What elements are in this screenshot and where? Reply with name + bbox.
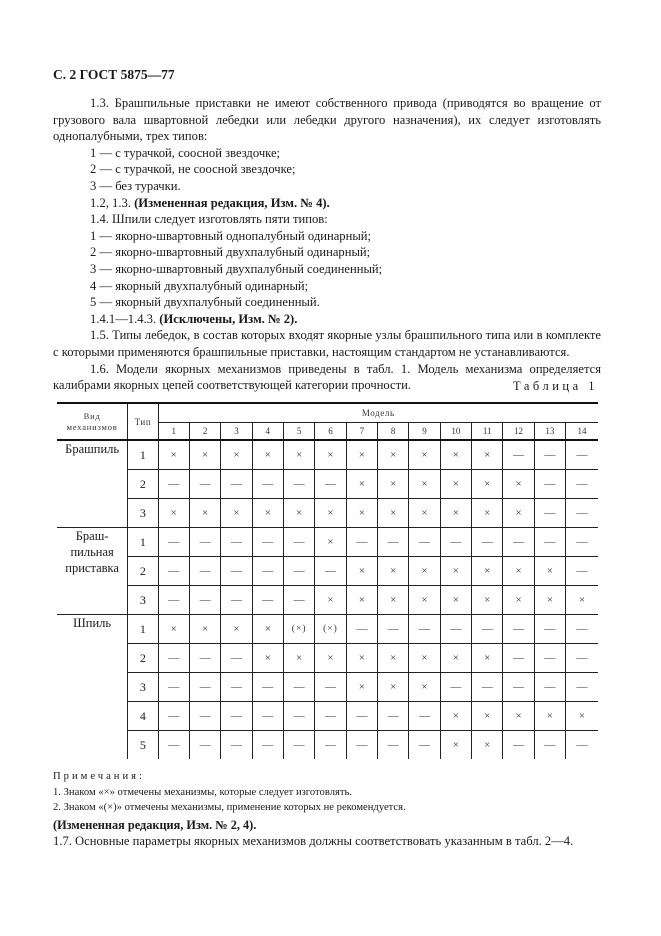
type-cell: 2 — [128, 557, 158, 586]
notes-title: Примечания: — [53, 771, 145, 782]
model-mark-cell: × — [346, 557, 377, 586]
model-mark-cell: — — [189, 644, 220, 673]
model-mark-cell: × — [346, 644, 377, 673]
header-model-number: 13 — [534, 423, 565, 441]
model-mark-cell: — — [346, 528, 377, 557]
notes — [53, 769, 613, 849]
model-mark-cell: × — [534, 702, 565, 731]
model-mark-cell: — — [189, 557, 220, 586]
model-mark-cell: × — [378, 499, 409, 528]
model-mark-cell: — — [534, 528, 565, 557]
header-model: Модель — [158, 403, 598, 423]
model-mark-cell: × — [252, 440, 283, 470]
header-model-number: 7 — [346, 423, 377, 441]
type-cell: 1 — [128, 528, 158, 557]
table-row — [57, 528, 598, 557]
header-model-number: 3 — [221, 423, 252, 441]
header-model-number: 10 — [440, 423, 471, 441]
model-mark-cell: × — [252, 615, 283, 644]
header-model-number: 14 — [566, 423, 598, 441]
type-cell: 1 — [128, 440, 158, 470]
model-mark-cell: — — [315, 557, 346, 586]
table-row — [57, 673, 598, 702]
model-mark-cell: × — [283, 644, 314, 673]
amendment-bold: (Измененная редакция, Изм. № 4). — [134, 195, 330, 210]
note-item: 2. Знаком «(×)» отмечены механизмы, применение которых не рекомендуется. — [53, 802, 406, 813]
model-mark-cell: × — [346, 499, 377, 528]
model-mark-cell: — — [283, 528, 314, 557]
header-model-number: 6 — [315, 423, 346, 441]
model-mark-cell: × — [440, 586, 471, 615]
header-model-number: 5 — [283, 423, 314, 441]
model-mark-cell: × — [378, 644, 409, 673]
model-mark-cell: — — [409, 528, 440, 557]
model-mark-cell: — — [252, 702, 283, 731]
model-mark-cell: — — [158, 586, 189, 615]
model-mark-cell: × — [252, 499, 283, 528]
header-model-number: 1 — [158, 423, 189, 441]
amendment-bold: (Исключены, Изм. № 2). — [159, 311, 298, 326]
model-mark-cell: — — [252, 673, 283, 702]
table-row — [57, 644, 598, 673]
model-mark-cell: — — [503, 615, 534, 644]
model-mark-cell: × — [189, 615, 220, 644]
model-mark-cell: — — [283, 470, 314, 499]
page-header: С. 2 ГОСТ 5875—77 — [53, 67, 175, 82]
model-mark-cell: — — [534, 470, 565, 499]
model-mark-cell: × — [472, 644, 503, 673]
model-mark-cell: — — [221, 470, 252, 499]
model-mark-cell: — — [566, 644, 598, 673]
paragraph-1-3: 1.3. Брашпильные приставки не имеют собственного привода (приводятся во вращение от грузового вала швартовной лебедки или лебедки другого назначения), их следует изготовлять однопалубными, трех типов: — [53, 96, 601, 144]
model-mark-cell: × — [252, 644, 283, 673]
type-cell: 1 — [128, 615, 158, 644]
model-mark-cell: — — [252, 731, 283, 760]
table-row — [57, 470, 598, 499]
model-mark-cell: — — [221, 673, 252, 702]
model-mark-cell: — — [534, 499, 565, 528]
model-mark-cell: × — [409, 644, 440, 673]
header-tip: Тип — [128, 403, 158, 440]
model-mark-cell: × — [315, 644, 346, 673]
amendment-prefix: 1.2, 1.3. — [90, 195, 135, 210]
model-mark-cell: — — [189, 586, 220, 615]
header-model-number: 9 — [409, 423, 440, 441]
model-mark-cell: — — [158, 470, 189, 499]
model-mark-cell: — — [440, 673, 471, 702]
model-mark-cell: × — [472, 499, 503, 528]
model-mark-cell: — — [189, 702, 220, 731]
model-mark-cell: — — [566, 470, 598, 499]
header-model-number: 2 — [189, 423, 220, 441]
model-mark-cell: — — [158, 557, 189, 586]
model-mark-cell: — — [440, 528, 471, 557]
model-mark-cell: — — [315, 470, 346, 499]
model-mark-cell: — — [252, 470, 283, 499]
table-row — [57, 731, 598, 760]
model-mark-cell: — — [409, 702, 440, 731]
model-mark-cell: — — [503, 673, 534, 702]
model-mark-cell: — — [158, 644, 189, 673]
model-mark-cell: — — [252, 586, 283, 615]
model-mark-cell: × — [503, 702, 534, 731]
model-mark-cell: — — [158, 731, 189, 760]
header-model-number: 12 — [503, 423, 534, 441]
header-model-number: 8 — [378, 423, 409, 441]
paragraph-1-4: 1.4. Шпили следует изготовлять пяти типов: — [90, 212, 328, 227]
model-mark-cell: × — [503, 499, 534, 528]
model-mark-cell: × — [440, 499, 471, 528]
table-row — [57, 440, 598, 470]
model-mark-cell: × — [283, 499, 314, 528]
amendment-prefix: 1.4.1—1.4.3. — [90, 311, 160, 326]
model-mark-cell: — — [503, 644, 534, 673]
model-mark-cell: — — [221, 702, 252, 731]
model-mark-cell: × — [189, 440, 220, 470]
list-item: 1 — с турачкой, соосной звездочке; — [90, 145, 281, 160]
model-mark-cell: × — [440, 731, 471, 760]
model-mark-cell: × — [472, 586, 503, 615]
model-mark-cell: — — [158, 528, 189, 557]
model-mark-cell: — — [189, 470, 220, 499]
mechanism-type-cell: Шпиль — [57, 615, 128, 760]
model-mark-cell: × — [346, 470, 377, 499]
model-mark-cell: — — [283, 673, 314, 702]
model-mark-cell: × — [503, 470, 534, 499]
model-mark-cell: × — [409, 499, 440, 528]
header-model-number: 4 — [252, 423, 283, 441]
list-item: 1 — якорно-швартовный однопалубный одинарный; — [90, 228, 372, 243]
model-mark-cell: × — [440, 440, 471, 470]
model-mark-cell: × — [472, 731, 503, 760]
model-mark-cell: — — [378, 731, 409, 760]
model-mark-cell: — — [221, 586, 252, 615]
model-mark-cell: — — [346, 731, 377, 760]
list-item: 2 — якорно-швартовный двухпалубный одинарный; — [90, 245, 371, 260]
amendment-note: (Измененная редакция, Изм. № 2, 4). — [53, 817, 257, 832]
type-cell: 3 — [128, 499, 158, 528]
table-row — [57, 702, 598, 731]
model-mark-cell: × — [566, 586, 598, 615]
list-item: 4 — якорный двухпалубный одинарный; — [90, 278, 309, 293]
model-mark-cell: — — [283, 702, 314, 731]
model-mark-cell: — — [189, 731, 220, 760]
models-table — [57, 402, 598, 759]
model-mark-cell: — — [158, 702, 189, 731]
model-mark-cell: × — [346, 673, 377, 702]
mechanism-name-line: пильная — [70, 545, 114, 559]
model-mark-cell: — — [534, 673, 565, 702]
model-mark-cell: × — [440, 702, 471, 731]
model-mark-cell: — — [221, 731, 252, 760]
model-mark-cell: — — [378, 615, 409, 644]
model-mark-cell: — — [503, 440, 534, 470]
model-mark-cell: × — [440, 470, 471, 499]
model-mark-cell: × — [378, 586, 409, 615]
paragraph-1-6: 1.6. Модели якорных механизмов приведены в табл. 1. Модель механизма определяется калибрами якорных цепей соответствующей категории прочности. — [53, 361, 601, 393]
model-mark-cell: × — [158, 615, 189, 644]
model-mark-cell: — — [472, 615, 503, 644]
model-mark-cell: — — [378, 528, 409, 557]
model-mark-cell: × — [189, 499, 220, 528]
list-item: 2 — с турачкой, не соосной звездочке; — [90, 162, 296, 177]
model-mark-cell: — — [566, 499, 598, 528]
model-mark-cell: × — [472, 702, 503, 731]
model-mark-cell: × — [378, 673, 409, 702]
model-mark-cell: × — [566, 702, 598, 731]
list-item: 3 — без турачки. — [90, 178, 181, 193]
model-mark-cell: × — [378, 470, 409, 499]
model-mark-cell: × — [534, 557, 565, 586]
model-mark-cell: — — [440, 615, 471, 644]
model-mark-cell: — — [503, 731, 534, 760]
model-mark-cell: × — [409, 557, 440, 586]
list-item: 3 — якорно-швартовный двухпалубный соединенный; — [90, 261, 383, 276]
model-mark-cell: × — [503, 557, 534, 586]
type-cell: 3 — [128, 673, 158, 702]
model-mark-cell: × — [409, 673, 440, 702]
body-text — [53, 95, 601, 394]
model-mark-cell: × — [472, 470, 503, 499]
model-mark-cell: — — [534, 644, 565, 673]
model-mark-cell: × — [221, 440, 252, 470]
model-mark-cell: × — [221, 615, 252, 644]
model-mark-cell: — — [346, 615, 377, 644]
model-mark-cell: — — [566, 731, 598, 760]
table-row — [57, 499, 598, 528]
model-mark-cell: × — [472, 440, 503, 470]
mechanism-type-cell: Брашпиль — [57, 440, 128, 528]
model-mark-cell: × — [158, 499, 189, 528]
model-mark-cell: — — [472, 673, 503, 702]
model-mark-cell: × — [346, 440, 377, 470]
model-mark-cell: × — [440, 557, 471, 586]
model-mark-cell: × — [346, 586, 377, 615]
model-mark-cell: — — [409, 731, 440, 760]
mechanism-type-cell — [57, 528, 128, 615]
header-vid: Вид механизмов — [57, 403, 128, 440]
model-mark-cell: × — [283, 440, 314, 470]
model-mark-cell: — — [346, 702, 377, 731]
model-mark-cell: × — [315, 528, 346, 557]
mechanism-name-line: приставка — [65, 561, 119, 575]
paragraph-1-5: 1.5. Типы лебедок, в состав которых входят якорные узлы брашпильного типа или в комплекте с которыми применяются брашпильные приставки, настоящим стандартом не устанавливаются. — [53, 328, 601, 359]
model-mark-cell: — — [252, 557, 283, 586]
model-mark-cell: × — [409, 586, 440, 615]
model-mark-cell: × — [221, 499, 252, 528]
model-mark-cell: — — [221, 557, 252, 586]
model-mark-cell: — — [534, 615, 565, 644]
model-mark-cell: — — [315, 731, 346, 760]
model-mark-cell: — — [378, 702, 409, 731]
model-mark-cell: — — [189, 528, 220, 557]
model-mark-cell: × — [378, 440, 409, 470]
model-mark-cell: × — [409, 470, 440, 499]
type-cell: 4 — [128, 702, 158, 731]
type-cell: 5 — [128, 731, 158, 760]
model-mark-cell: — — [534, 731, 565, 760]
model-mark-cell: — — [283, 586, 314, 615]
type-cell: 3 — [128, 586, 158, 615]
table-caption: Таблица 1 — [513, 379, 598, 393]
model-mark-cell: (×) — [315, 615, 346, 644]
model-mark-cell: — — [534, 440, 565, 470]
model-mark-cell: × — [315, 440, 346, 470]
model-mark-cell: — — [189, 673, 220, 702]
model-mark-cell: × — [378, 557, 409, 586]
type-cell: 2 — [128, 644, 158, 673]
model-mark-cell: — — [315, 673, 346, 702]
model-mark-cell: × — [158, 440, 189, 470]
model-mark-cell: × — [472, 557, 503, 586]
table-row — [57, 586, 598, 615]
model-mark-cell: — — [472, 528, 503, 557]
model-mark-cell: — — [566, 557, 598, 586]
paragraph-1-7: 1.7. Основные параметры якорных механизмов должны соответствовать указанным в табл. 2—4. — [53, 833, 574, 848]
header-model-number: 11 — [472, 423, 503, 441]
model-mark-cell: × — [534, 586, 565, 615]
model-mark-cell: — — [566, 528, 598, 557]
mechanism-name-line: Браш- — [75, 529, 109, 543]
model-mark-cell: — — [158, 673, 189, 702]
amendment-note — [53, 195, 601, 212]
model-mark-cell: — — [566, 673, 598, 702]
table-row — [57, 557, 598, 586]
model-mark-cell: — — [503, 528, 534, 557]
model-mark-cell: — — [283, 731, 314, 760]
model-mark-cell: — — [409, 615, 440, 644]
model-mark-cell: — — [566, 440, 598, 470]
model-mark-cell: × — [503, 586, 534, 615]
model-mark-cell: — — [566, 615, 598, 644]
model-mark-cell: — — [221, 644, 252, 673]
model-mark-cell: (×) — [283, 615, 314, 644]
model-mark-cell: — — [221, 528, 252, 557]
model-mark-cell: × — [409, 440, 440, 470]
list-item: 5 — якорный двухпалубный соединенный. — [90, 295, 320, 310]
table-row — [57, 615, 598, 644]
type-cell: 2 — [128, 470, 158, 499]
note-item: 1. Знаком «×» отмечены механизмы, которые следует изготовлять. — [53, 786, 352, 798]
model-mark-cell: × — [315, 586, 346, 615]
model-mark-cell: × — [440, 644, 471, 673]
model-mark-cell: — — [283, 557, 314, 586]
model-mark-cell: × — [315, 499, 346, 528]
model-mark-cell: — — [315, 702, 346, 731]
amendment-note — [53, 311, 601, 328]
model-mark-cell: — — [252, 528, 283, 557]
